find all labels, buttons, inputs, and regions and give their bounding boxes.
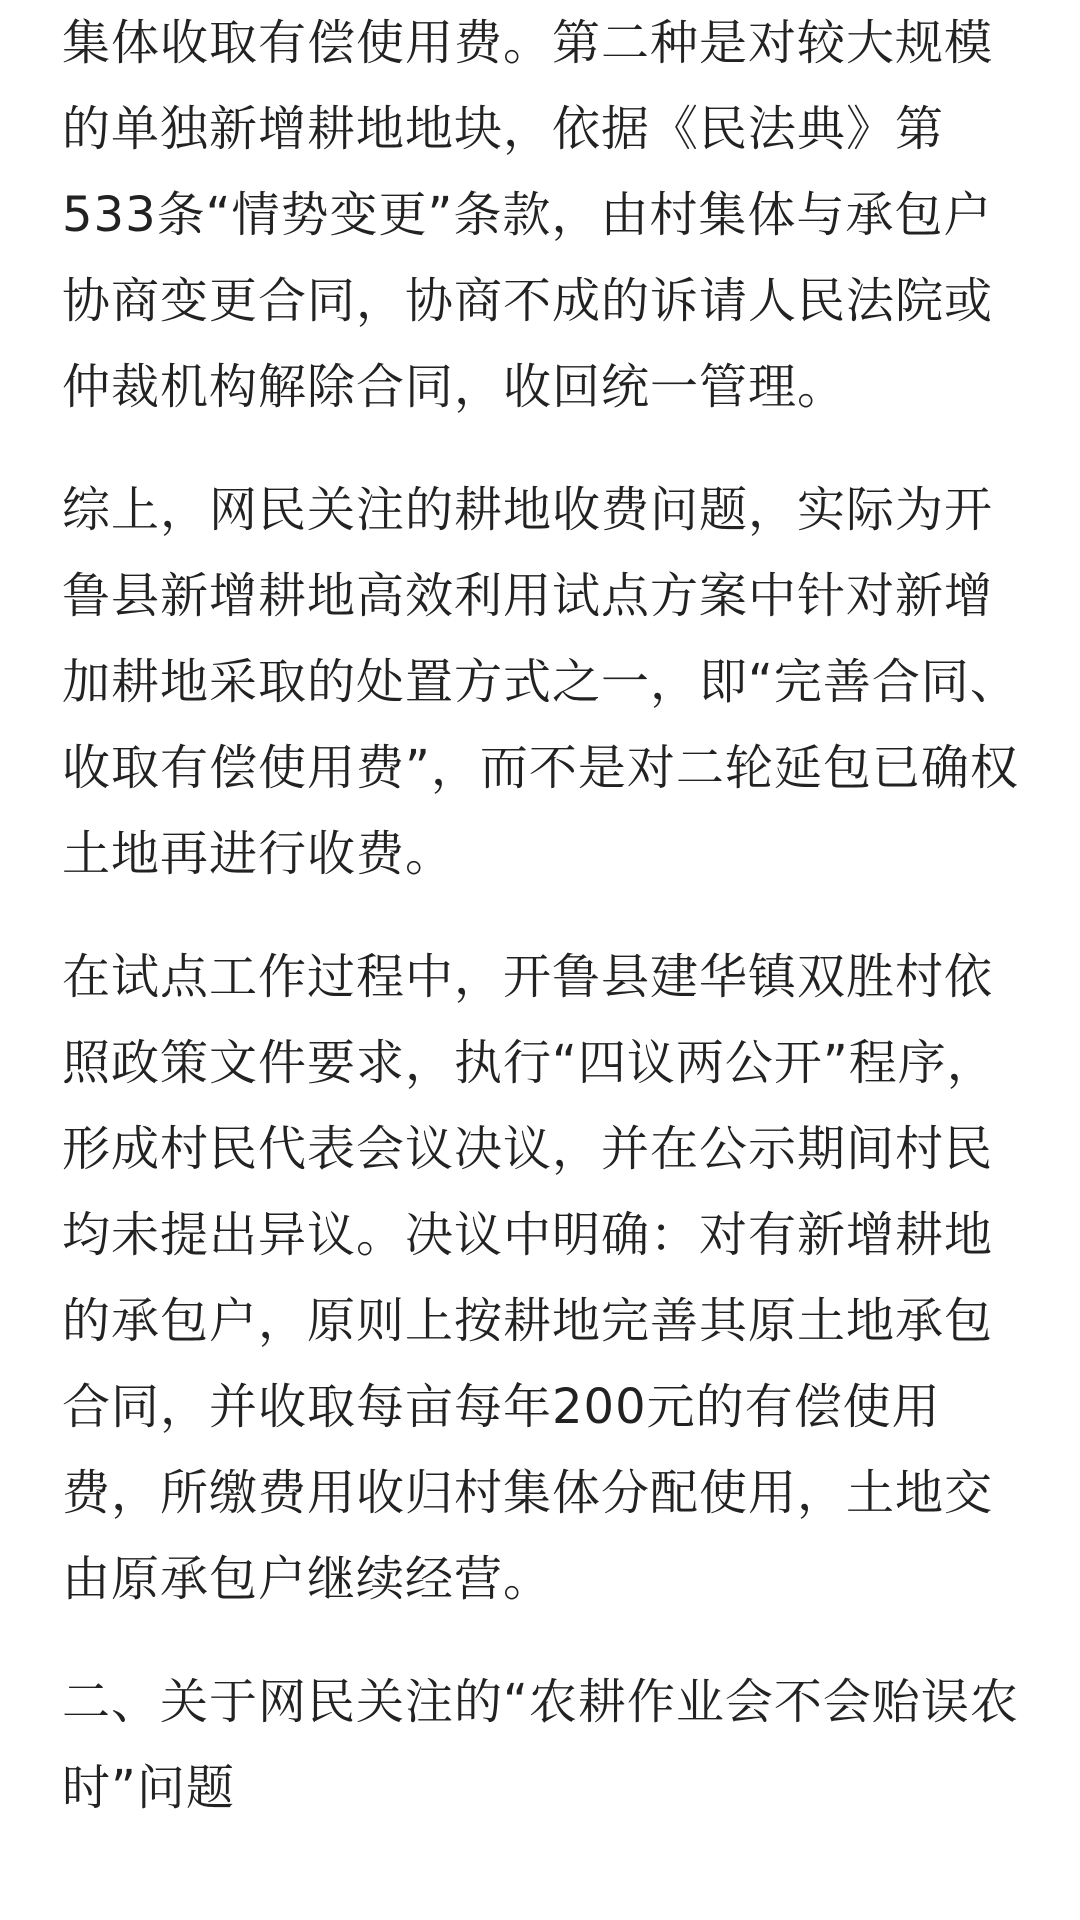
article-body — [62, 0, 1022, 1831]
article-paragraph-2: 综上，网民关注的耕地收费问题，实际为开鲁县新增耕地高效利用试点方案中针对新增加耕地采取的处置方式之一，即“完善合同、收取有偿使用费”，而不是对二轮延包已确权土地再进行收费。 — [62, 482, 1019, 882]
section-heading: 二、关于网民关注的“农耕作业会不会贻误农时”问题 — [62, 1674, 1019, 1816]
article-paragraph-3: 在试点工作过程中，开鲁县建华镇双胜村依照政策文件要求，执行“四议两公开”程序，形成村民代表会议决议，并在公示期间村民均未提出异议。决议中明确：对有新增耕地的承包户，原则上按耕地完善其原土地承包合同，并收取每亩每年200元的有偿使用费，所缴费用收归村集体分配使用，土地交由原承包户继续经营。 — [62, 949, 996, 1607]
article-paragraph-1: 集体收取有偿使用费。第二种是对较大规模的单独新增耕地地块，依据《民法典》第533条“情势变更”条款，由村集体与承包户协商变更合同，协商不成的诉请人民法院或仲裁机构解除合同，收回统一管理。 — [62, 15, 994, 415]
